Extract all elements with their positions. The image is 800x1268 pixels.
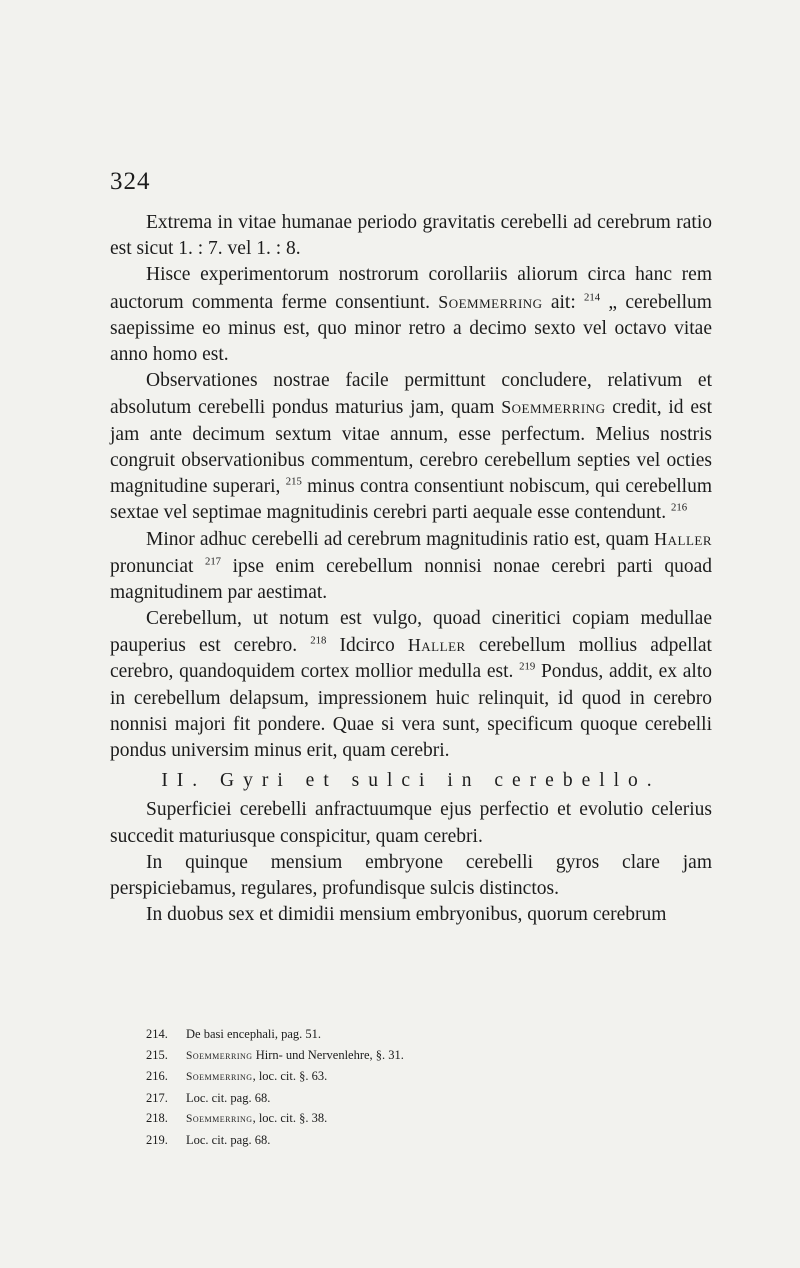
text-run: minus contra consentiunt nobiscum, qui cerebellum sextae vel septimae magnitudinis cerebri parti aequale esse contendunt. (110, 476, 712, 524)
text-run: Minor adhuc cerebelli ad cerebrum magnitudinis ratio est, quam (146, 529, 655, 551)
text-run: „ cerebellum saepissime eo minus est, quo minor retro a decimo sexto vel octavo vitae anno homo est. (110, 291, 712, 366)
text-run: pronunciat (110, 555, 205, 577)
text-run: Superficiei cerebelli anfractuumque ejus perfectio et evolutio celerius succedit maturiusque conspicitur, quam cerebri. (110, 799, 712, 847)
paragraph (110, 210, 712, 262)
footnote-text (186, 1130, 270, 1151)
text-run: ait: (542, 291, 585, 313)
author-name: Soemmerring (186, 1049, 253, 1062)
footnote-ref: 216 (670, 501, 688, 514)
body-text (110, 210, 712, 928)
footnote (146, 1066, 706, 1088)
footnote-text (186, 1088, 270, 1109)
text-run: Hirn- und Nervenlehre, §. 31. (252, 1047, 404, 1062)
footnote (146, 1130, 706, 1151)
page-number: 324 (110, 168, 151, 195)
text-run: , loc. cit. §. 38. (252, 1111, 328, 1125)
author-name: Soemmerring (186, 1113, 253, 1125)
text-run: , loc. cit. §. 63. (252, 1069, 328, 1083)
text-run: In quinque mensium embryone cerebelli gyros clare jam perspiciebamus, regulares, profundisque sulcis distinctos. (110, 851, 712, 900)
text-run: credit, id est jam ante decimum sextum vitae annum, esse perfectum. Melius nostris congruit observationibus commentum, cerebro cerebellum septies vel octies magnitudine superari, (110, 397, 712, 498)
footnote-ref: 218 (310, 634, 327, 647)
footnote-ref: 217 (204, 555, 222, 568)
footnote-number: 219. (146, 1132, 168, 1147)
paragraph (110, 797, 712, 849)
author-name: Haller (407, 635, 466, 656)
author-name: Soemmerring (186, 1071, 253, 1083)
footnote (146, 1108, 706, 1130)
footnote (146, 1045, 706, 1067)
footnotes (146, 1024, 706, 1150)
text-run: De basi encephali, pag. 51. (186, 1027, 322, 1041)
section-heading: II. Gyri et sulci in cerebello. (161, 770, 661, 792)
footnote-number: 215. (146, 1047, 168, 1062)
paragraph (110, 606, 712, 764)
author-name: Soemmerring (501, 397, 606, 418)
footnote-text (186, 1066, 327, 1088)
paragraph (110, 902, 712, 928)
footnote-number: 214. (146, 1027, 168, 1041)
author-name: Haller (654, 529, 712, 550)
footnote-number: 218. (146, 1111, 168, 1125)
footnote (146, 1024, 706, 1045)
footnote-text (186, 1024, 321, 1045)
footnote-ref: 215 (285, 475, 302, 488)
footnote-number: 216. (146, 1069, 168, 1083)
footnote-text (186, 1108, 327, 1130)
paragraphs-after-heading (110, 797, 712, 928)
paragraph (110, 526, 712, 606)
text-run: In duobus sex et dimidii mensium embryonibus, quorum cerebrum (146, 904, 667, 926)
text-run: Observationes nostrae facile permittunt concludere, relativum et absolutum cerebelli pondus maturius jam, quam (110, 370, 712, 419)
footnote-number: 217. (146, 1090, 168, 1105)
footnote-ref: 219 (519, 660, 536, 673)
text-run: Hisce experimentorum nostrorum corollariis aliorum circa hanc rem auctorum commenta ferme consentiunt. (110, 264, 712, 313)
footnote (146, 1088, 706, 1109)
paragraph (110, 262, 712, 368)
paragraph (110, 368, 712, 526)
paragraph (110, 850, 712, 902)
author-name: Soemmerring (438, 291, 543, 312)
paragraphs-before-heading (110, 210, 712, 764)
footnote-text (186, 1045, 404, 1067)
text-run: Pondus, addit, ex alto in cerebellum delapsum, impressionem huic relinquit, id quod in cerebro nonnisi majori fit pondere. Quae si vera sunt, specificum quoque cerebelli pondus universim minus erit, quam cerebri. (110, 661, 712, 762)
text-run: Idcirco (326, 635, 408, 657)
text-run: ipse enim cerebellum nonnisi nonae cerebri parti quoad magnitudinem par aestimat. (110, 555, 713, 603)
text-run: Loc. cit. pag. 68. (186, 1132, 271, 1147)
text-run: Cerebellum, ut notum est vulgo, quoad cineritici copiam medullae pauperius est cerebro. (110, 608, 712, 657)
text-run: Extrema in vitae humanae periodo gravitatis cerebelli ad cerebrum ratio est sicut 1. : 7. vel 1. : 8. (110, 212, 712, 260)
text-run: Loc. cit. pag. 68. (186, 1090, 271, 1105)
footnote-ref: 214 (584, 291, 601, 304)
text-run: cerebellum mollius adpellat cerebro, quandoquidem cortex mollior medulla est. (110, 635, 712, 683)
